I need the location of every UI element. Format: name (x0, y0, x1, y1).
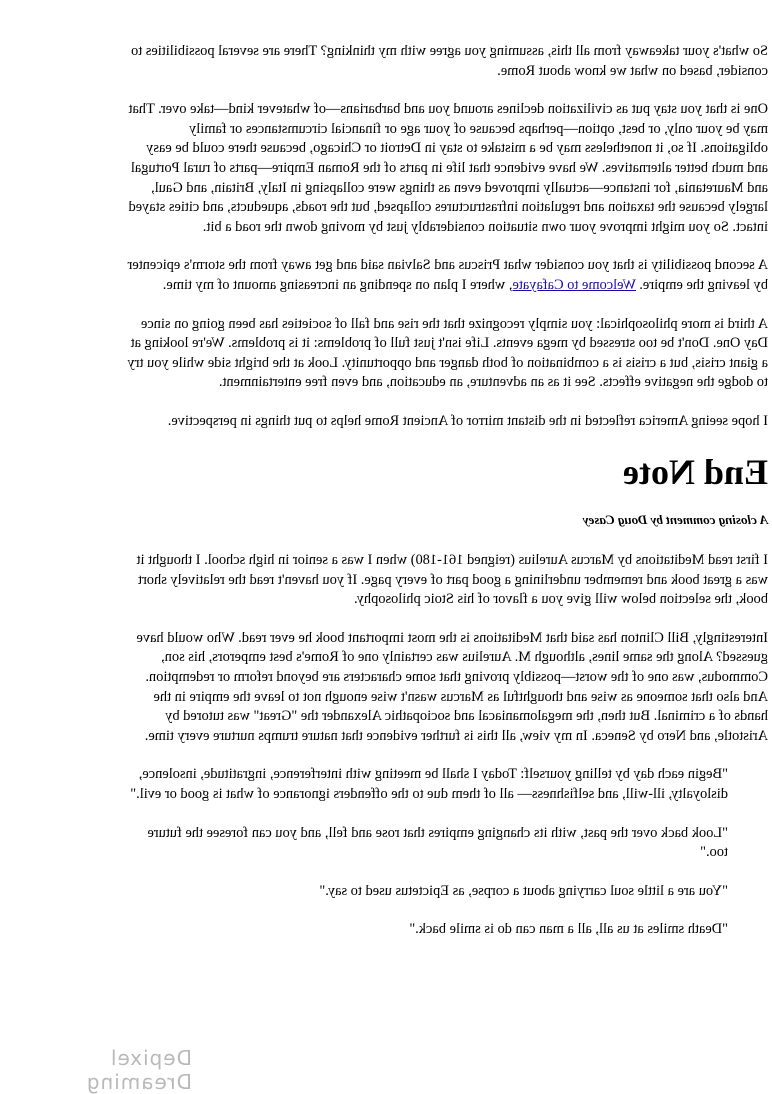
quote-death-smiles: "Death smiles at us all, all a man can do is smile back." (409, 921, 728, 938)
cafayate-link[interactable]: Welcome to Cafayate (512, 276, 636, 293)
paragraph-takeaway: So what's your takeaway from all this, assuming you agree with my thinking? There are several possibilities to consider, based on what we know about Rome. (131, 43, 768, 79)
paragraph-leave-empire-text: A second possibility is that you consider what Priscus and Salvian said and get away from the storm's epicenter by leaving the empire. (127, 257, 768, 293)
paragraph-philosophical: A third is more philosophical: you simply recognize that the rise and fall of societies has been going on since Day One. Don't be too stressed by mega events. Life isn't just full of problems: it is problems. We're looking at a giant crisis, but a crisis is a combination of both danger and opportunity. Look at the bright side while you try to dodge the negative effects. See it as an adventure, an education, and even free entertainment. (127, 315, 768, 391)
paragraph-stay-put: One is that you stay put as civilization declines around you and barbarians—of whatever kind—take over. That may be your only, or best, option—perhaps because of your age or financial circumstances or family obligations. If so, it nonetheless may be a mistake to stay in Detroit or Chicago, because there could be easy and much better alternatives. We have evidence that life in parts of the Roman Empire—parts of rural Portugal and Mauretania, for instance—actually improved even as things were collapsing in Italy, Britain, and Gaul, largely because the taxation and regulation infrastructures collapsed, but the roads, aqueducts, and cities stayed intact. So you might improve your own situation considerably just by moving down the road a bit. (128, 101, 768, 235)
quote-little-soul: "You are a little soul carrying about a corpse, as Epictetus used to say." (319, 882, 728, 899)
end-note-byline: A closing comment by Doug Casey (582, 511, 768, 527)
quote-look-back: "Look back over the past, with its changing empires that rose and fell, and you can foresee the future too." (147, 824, 728, 861)
paragraph-clinton: Interestingly, Bill Clinton has said that Meditations is the most important book he ever read. Who would have guessed? Along the same lines, although M. Aurelius was certainly one of Rome's best emperors, his son, Commodus, was one of the worst—possibly proving that some characters are beyond reform or redemption. And also that someone as wise and thoughtful as Marcus wasn't wise enough not to leave the empire in the hands of a criminal. But then, the megalomaniacal and sociopathic Alexander the "Great" was tutored by Aristotle, and Nero by Seneca. In my view, all this is further evidence that nature trumps nurture every time. (136, 629, 768, 744)
paragraph-leave-empire-tail: , where I plan on spending an increasing amount of my time. (162, 276, 513, 293)
quote-begin-each-day: "Begin each day by telling yourself: Today I shall be meeting with interference, ingratitude, insolence, disloyalty, ill-will, and selfishness— all of them due to the offenders ignorance of what is good or evil." (130, 766, 728, 803)
watermark: Depixel Dreaming (85, 1046, 192, 1094)
end-note-heading: End Note (622, 451, 768, 492)
article-column (124, 42, 768, 959)
paragraph-leave-empire (124, 256, 768, 295)
paragraph-perspective: I hope seeing America reflected in the distant mirror of Ancient Rome helps to put things in perspective. (167, 412, 768, 429)
paragraph-meditations: I first read Meditations by Marcus Aurelius (reigned 161-180) when I was a senior in high school. I thought it was a great book and remember underlining a good part of every page. If you haven't read the relatively short book, the selection below will give you a flavor of his Stoic philosophy. (136, 552, 768, 608)
